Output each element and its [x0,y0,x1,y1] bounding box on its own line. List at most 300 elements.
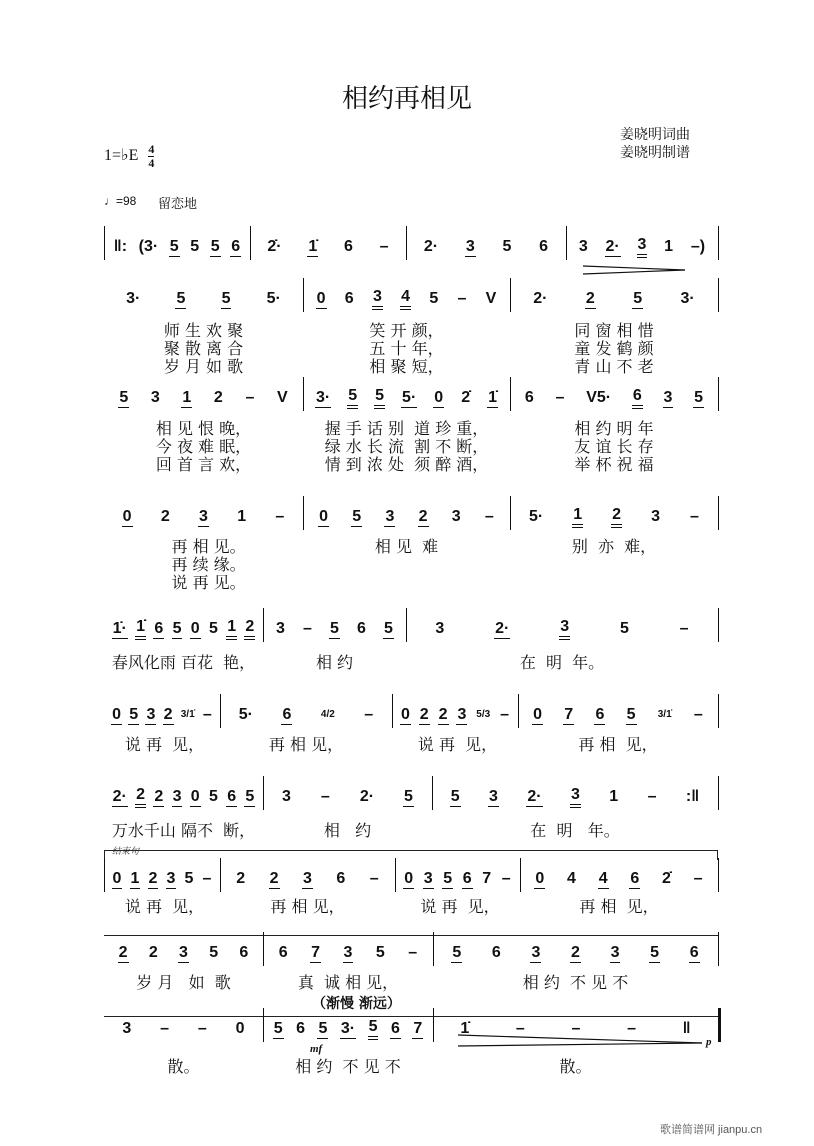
note: 2 [154,787,164,805]
measure [437,1014,714,1044]
measure [570,232,714,262]
note: – [484,508,494,525]
note: 3 [150,389,160,406]
staff-line [0,614,814,644]
note: 2 [571,943,580,961]
note: 2̇ [461,389,471,406]
lyric-segment: 童 发 鹤 颜 [574,339,654,358]
note: 6 [278,944,288,961]
measure [410,614,714,644]
note: (3· [138,238,159,255]
barline [518,694,519,728]
note: 3 [122,1020,132,1037]
note: 1̇· [112,619,127,637]
note: 5 [210,237,220,255]
measure [436,782,714,812]
note: 6 [336,870,346,887]
note: 3 [570,786,581,808]
lyric-segment: 相 约 明 年 [574,419,654,438]
note: 3 [146,705,156,723]
note: 0 [434,388,444,406]
note: 5 [172,619,182,637]
measure [522,700,714,730]
note: 3 [282,788,291,805]
lyrics-row [0,452,814,474]
lyrics-row [0,818,814,840]
note: 5 [368,1018,379,1040]
note: 3 [343,943,353,961]
note: 5 [119,388,129,406]
note: 6 [632,387,643,409]
note: 2· [527,787,542,805]
note: – [303,620,312,637]
barline [718,377,719,411]
song-title: 相约再相见 [341,84,472,114]
lyric-segment: 再 续 缘。 [161,555,246,574]
note: – [275,508,285,525]
composer-credit: 姜晓明词曲 [620,127,690,143]
decrescendo-hairpin-1 [583,266,685,274]
note: – [245,389,255,406]
note: 5· [266,290,281,307]
barline [718,858,719,892]
note: 3 [578,238,588,255]
note: 2· [495,619,510,637]
note: 2 [148,869,158,887]
note: – [408,944,418,961]
expression-marking: 留恋地 [158,197,198,212]
note: – [627,1020,636,1037]
measure [399,864,516,894]
note: 2 [269,869,279,887]
measure [108,383,299,413]
note: 3 [199,507,208,525]
note: 3 [166,869,176,887]
note: 2 [148,944,158,961]
watermark: 歌谱简谱网 jianpu.cn [660,1124,763,1136]
lyrics-row [0,650,814,672]
barline [510,496,511,530]
note: 3· [126,290,141,307]
note: 1̇ [308,237,318,255]
measure [224,700,388,730]
note: 6 [595,705,605,723]
note: 5 [169,237,179,255]
note: 3 [385,507,395,525]
staff-line [0,782,814,812]
barline [406,608,407,642]
lyric-segment: 春风化雨 百花 艳， [111,653,256,672]
note: – [364,706,374,723]
staff-line [0,232,814,262]
note: :‖ [685,788,700,805]
measure [108,938,259,968]
barline [566,226,567,260]
barline [303,278,304,312]
measure [108,1014,259,1044]
barline [220,858,221,892]
lyrics-row [0,318,814,340]
tempo-change: （渐慢 渐远） [312,996,401,1012]
note: 0 [122,507,132,525]
note: 2· [359,788,375,805]
note: – [693,870,703,887]
note: 5 [176,289,186,307]
note: 2 [244,618,255,640]
note: 1̇ [488,388,497,406]
barline [220,694,221,728]
lyric-segment: 友 谊 长 存 [574,437,654,456]
note: 0 [319,507,329,525]
lyrics-row [0,970,814,992]
note: 6 [357,620,366,637]
note: 5 [318,1019,328,1037]
note: 5 [452,943,462,961]
note: ‖: [113,238,128,255]
note: V [485,290,497,307]
note: 6 [390,1019,400,1037]
note: 0 [404,869,414,887]
note: 0 [190,619,200,637]
note: 1 [664,238,674,255]
lyric-segment: 真 诚 相 见， [297,973,399,992]
note: 3 [457,705,467,723]
time-bottom: 4 [148,156,155,170]
note: 5 [209,944,219,961]
chord-note: 3/1̇ [180,709,195,720]
note: 0 [112,869,122,887]
note: 3 [423,869,433,887]
lyrics-row [0,1054,814,1076]
lyrics-row [0,534,814,556]
lyric-segment: 说 再 见。 [161,573,246,592]
measure [396,700,514,730]
barline [250,226,251,260]
note: 5 [184,870,194,887]
note: 3 [435,620,445,637]
note: 5 [626,705,636,723]
note: – [690,508,699,525]
measure [108,614,259,644]
note: 5 [650,943,660,961]
lyric-segment: 说 再 见， [119,735,205,754]
note: 2 [163,705,173,723]
note: 2 [135,786,146,808]
note: 5 [190,238,200,255]
barline [104,226,105,260]
note: 6 [524,389,534,406]
barline [718,694,719,728]
measure [267,1014,429,1044]
lyric-segment: 再 相 见， [268,735,344,754]
lyric-segment: 回 首 言 欢， [155,455,252,474]
note: 2 [611,506,622,528]
lyric-segment: 相 约 不 见 不 [295,1057,401,1076]
note: 3· [340,1019,356,1037]
note: 3 [663,388,673,406]
lyric-segment: 散。 [167,1057,200,1076]
note: 1 [130,869,140,887]
note: – [679,620,689,637]
note: 1̇ [460,1020,470,1037]
measure [307,383,506,413]
lyric-segment: 岁 月 如 歌 [163,357,244,376]
barline [303,496,304,530]
note: 5 [374,387,385,409]
staff-line [0,502,814,532]
note: 6 [462,869,472,887]
note: 5 [429,290,439,307]
lyric-segment: 再 相 见， [579,897,659,916]
note: 3· [316,388,331,406]
staff-line [0,938,814,968]
note: 5 [375,944,385,961]
barline [432,776,433,810]
lyric-segment: 再 相 见， [270,897,345,916]
measure [410,232,562,262]
barline [263,932,264,966]
barline [104,858,105,892]
note: 5 [619,620,629,637]
note: 2· [112,787,127,805]
note: 3 [372,288,383,310]
note: 3· [680,290,695,307]
note: – [379,238,389,255]
lyric-segment: 笑 开 颜， [369,321,444,340]
lyrics-row [0,434,814,456]
note: – [515,1020,525,1037]
note: – [457,290,467,307]
measure [307,284,506,314]
measure [108,864,216,894]
staff-line [0,284,814,314]
note: 5 [384,619,393,637]
note: 2 [236,870,246,887]
note: 5 [450,787,460,805]
note: – [320,788,330,805]
measure [514,284,714,314]
note: 3 [637,236,648,258]
dynamic-p: p [706,1036,712,1048]
note: 3 [276,620,285,637]
note: 2 [418,507,428,525]
note: – [571,1020,581,1037]
note: V5· [586,389,612,406]
note: 5· [529,508,544,525]
lyric-segment: 青 山 不 老 [574,357,654,376]
barline [718,776,719,810]
note: 2̇· [267,238,282,255]
note: 6 [491,944,501,961]
measure [108,284,299,314]
measure [267,614,402,644]
measure [514,502,714,532]
note: 3 [651,508,660,525]
note: 0 [533,705,543,723]
barline [263,608,264,642]
barline [718,226,719,260]
chord-note: 3/1̇ [657,709,672,720]
note: –) [690,238,706,255]
barline [718,1008,721,1042]
staff-line [0,1014,814,1044]
note: 6 [239,944,249,961]
lyric-segment: 绿 水 长 流 割 不 断， [324,437,489,456]
lyric-segment: 情 到 浓 处 须 醉 酒， [324,455,489,474]
note: 6 [689,943,699,961]
note: 1 [226,618,237,640]
note: – [647,788,657,805]
measure [307,502,506,532]
note: 4 [400,288,411,310]
lyric-segment: 举 杯 祝 福 [574,455,654,474]
note: 3 [451,508,461,525]
barline [395,858,396,892]
note: 0 [235,1020,245,1037]
note: 5 [633,289,643,307]
staff-line [0,383,814,413]
note: 1 [572,506,583,528]
barline [510,278,511,312]
note: 1 [182,388,192,406]
measure [437,938,714,968]
measure [108,700,216,730]
lyric-segment: 聚 散 离 合 [163,339,244,358]
note: 2 [118,943,128,961]
note: 0 [190,787,200,805]
lyrics-row [0,336,814,358]
lyric-segment: 再 相 见， [578,735,658,754]
measure [108,782,259,812]
lyric-segment: 散。 [559,1057,592,1076]
measure [108,232,246,262]
note: – [160,1020,170,1037]
note: 0 [316,289,326,307]
barline [718,608,719,642]
barline [406,226,407,260]
barline [433,1008,434,1042]
note: V [276,389,288,406]
note: 5· [402,388,417,406]
lyrics-row [0,416,814,438]
note: 4 [567,870,576,887]
chord-note: 4/2 [320,709,335,720]
lyric-segment: 说 再 见， [119,897,205,916]
note: 2̇ [662,870,671,887]
note: 5 [273,1019,283,1037]
lyric-segment: 相 约 [315,653,354,672]
lyric-segment: 万水千山 隔不 断， [111,821,256,840]
note: 2 [419,705,429,723]
staff-line [0,700,814,730]
note: 5 [129,705,139,723]
note: 2 [438,705,448,723]
lyric-segment: 在 明 年。 [519,653,605,672]
note: – [500,706,509,723]
note: 0 [112,705,122,723]
note: 5 [208,788,218,805]
note: 1 [237,508,247,525]
note: 6 [630,869,640,887]
note: 5 [347,387,358,409]
note: 2· [533,290,548,307]
lyrics-row [0,894,814,916]
note: – [202,870,212,887]
note: – [555,389,565,406]
time-top: 4 [148,142,155,156]
barline [718,932,719,966]
barline [520,858,521,892]
tempo-marking: ♩=98 [104,194,137,208]
note: 2 [585,289,595,307]
lyrics-row [0,732,814,754]
measure [108,502,299,532]
ending-label: 结束句 [112,846,140,856]
note: 5· [238,706,253,723]
note: – [369,870,379,887]
note: 5 [404,787,413,805]
note: 0 [535,869,545,887]
note: 6 [344,290,354,307]
lyric-segment: 师 生 欢 聚 [163,321,244,340]
note: 7 [564,705,574,723]
lyric-segment: 相 见 恨 晚， [155,419,252,438]
note: 3 [172,787,182,805]
dynamic-mf: mf [310,1043,323,1055]
note: – [501,870,511,887]
note: 3 [559,618,570,640]
note: 5 [330,619,339,637]
note: 2 [160,508,170,525]
lyrics-row [0,354,814,376]
note: 1̇ [135,618,146,640]
note: 5 [208,620,218,637]
note: 1 [609,788,619,805]
note: – [197,1020,207,1037]
note: 3 [610,943,620,961]
note: 6 [539,238,549,255]
note: 3 [531,943,541,961]
note: 5 [443,869,453,887]
note: 4 [598,869,608,887]
notation-credit: 姜晓明制谱 [620,145,690,161]
lyric-segment: 相 约 不 见 不 [522,973,629,992]
staff-line [0,864,814,894]
note: – [202,706,212,723]
note: 7 [482,870,492,887]
lyric-segment: 今 夜 难 眠， [155,437,252,456]
note: 5 [502,238,512,255]
chord-note: 5/3 [476,709,491,720]
note: 5 [245,787,255,805]
lyric-segment: 五 十 年， [369,339,444,358]
measure [514,383,714,413]
note: 6 [282,705,292,723]
lyric-segment: 相 见 难 [374,537,439,556]
lyric-segment: 再 相 见。 [161,537,246,556]
note: 0 [400,705,410,723]
lyric-segment: 岁 月 如 歌 [136,973,231,992]
lyric-segment: 同 窗 相 惜 [574,321,654,340]
note: 6 [296,1020,306,1037]
lyric-segment: 别 亦 难， [571,537,657,556]
barline [392,694,393,728]
note: – [693,706,703,723]
note: ‖ [682,1020,691,1037]
measure [267,938,429,968]
note: 6 [154,619,164,637]
note: 6 [227,787,237,805]
